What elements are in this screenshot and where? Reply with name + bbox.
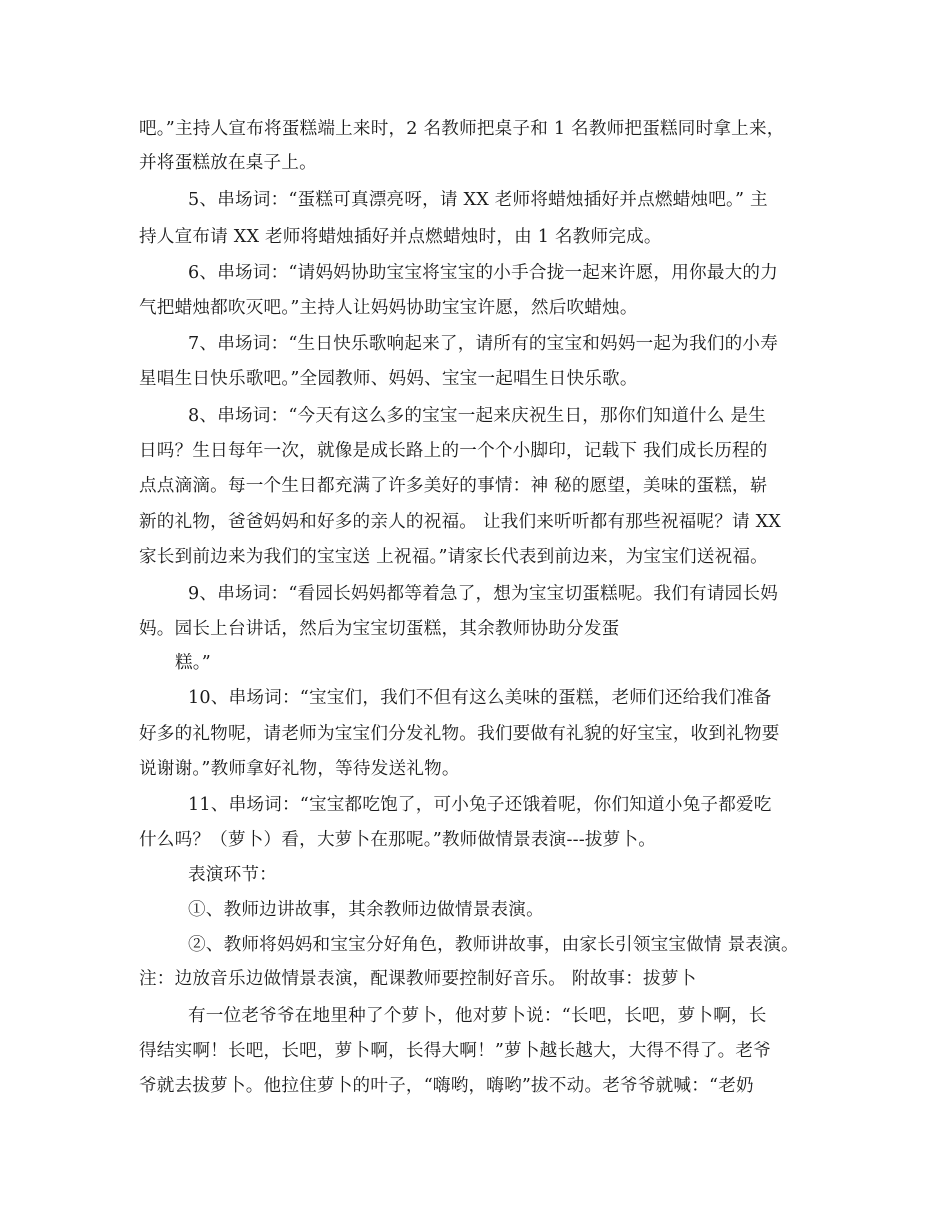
text-line: 得结实啊！长吧，长吧，萝卜啊，长得大啊！”萝卜越长越大，大得不得了。老爷: [139, 1041, 771, 1061]
text-line: 6、串场词：“请妈妈协助宝宝将宝宝的小手合拢一起来许愿，用你最大的力: [188, 263, 778, 283]
text-line: 5、串场词：“蛋糕可真漂亮呀，请 XX 老师将蜡烛插好并点燃蜡烛吧。” 主: [188, 190, 768, 210]
text-line: 注：边放音乐边做情景表演，配课教师要控制好音乐。 附故事：拔萝卜: [139, 969, 697, 989]
text-line: 9、串场词：“看园长妈妈都等着急了，想为宝宝切蛋糕呢。我们有请园长妈: [188, 584, 778, 604]
text-line: 持人宣布请 XX 老师将蜡烛插好并点燃蜡烛时，由 1 名教师完成。: [139, 227, 662, 247]
text-line: 星唱生日快乐歌吧。”全园教师、妈妈、宝宝一起唱生日快乐歌。: [139, 369, 638, 389]
text-line: 10、串场词：“宝宝们，我们不但有这么美味的蛋糕，老师们还给我们准备: [188, 688, 772, 708]
text-line: 7、串场词：“生日快乐歌响起来了，请所有的宝宝和妈妈一起为我们的小寿: [188, 334, 778, 354]
text-line: 气把蜡烛都吹灭吧。”主持人让妈妈协助宝宝许愿，然后吹蜡烛。: [139, 298, 638, 318]
text-line: 说谢谢。”教师拿好礼物，等待发送礼物。: [139, 759, 460, 779]
text-line: 妈。园长上台讲话，然后为宝宝切蛋糕，其余教师协助分发蛋: [139, 619, 620, 639]
text-line: 爷就去拔萝卜。他拉住萝卜的叶子，“嗨哟，嗨哟”拔不动。老爷爷就喊：“老奶: [139, 1076, 754, 1096]
text-line: 点点滴滴。每一个生日都充满了许多美好的事情：神 秘的愿望，美味的蛋糕，崭: [139, 476, 768, 496]
text-line: 新的礼物，爸爸妈妈和好多的亲人的祝福。 让我们来听听都有那些祝福呢？请 XX: [139, 512, 782, 532]
text-line: 有一位老爷爷在地里种了个萝卜，他对萝卜说：“长吧，长吧，萝卜啊，长: [188, 1006, 767, 1026]
text-line: 8、串场词：“今天有这么多的宝宝一起来庆祝生日，那你们知道什么 是生: [188, 406, 766, 426]
text-line: 糕。”: [175, 653, 211, 673]
text-line: 家长到前边来为我们的宝宝送 上祝福。”请家长代表到前边来，为宝宝们送祝福。: [139, 547, 768, 567]
text-line: 好多的礼物呢，请老师为宝宝们分发礼物。我们要做有礼貌的好宝宝，收到礼物要: [139, 724, 780, 744]
text-line: 11、串场词：“宝宝都吃饱了，可小兔子还饿着呢，你们知道小兔子都爱吃: [188, 795, 772, 815]
text-line: ①、教师边讲故事，其余教师边做情景表演。: [188, 900, 544, 920]
text-line: 什么吗？（萝卜）看，大萝卜在那呢。”教师做情景表演---拔萝卜。: [139, 830, 657, 850]
text-line: 吧。”主持人宣布将蛋糕端上来时，2 名教师把桌子和 1 名教师把蛋糕同时拿上来，: [139, 119, 785, 139]
text-line: 表演环节：: [188, 865, 277, 885]
text-line: 并将蛋糕放在桌子上。: [139, 153, 317, 173]
text-line: ②、教师将妈妈和宝宝分好角色，教师讲故事，由家长引领宝宝做情 景表演。: [188, 935, 799, 955]
text-line: 日吗？生日每年一次，就像是成长路上的一个个小脚印，记载下 我们成长历程的: [139, 441, 768, 461]
